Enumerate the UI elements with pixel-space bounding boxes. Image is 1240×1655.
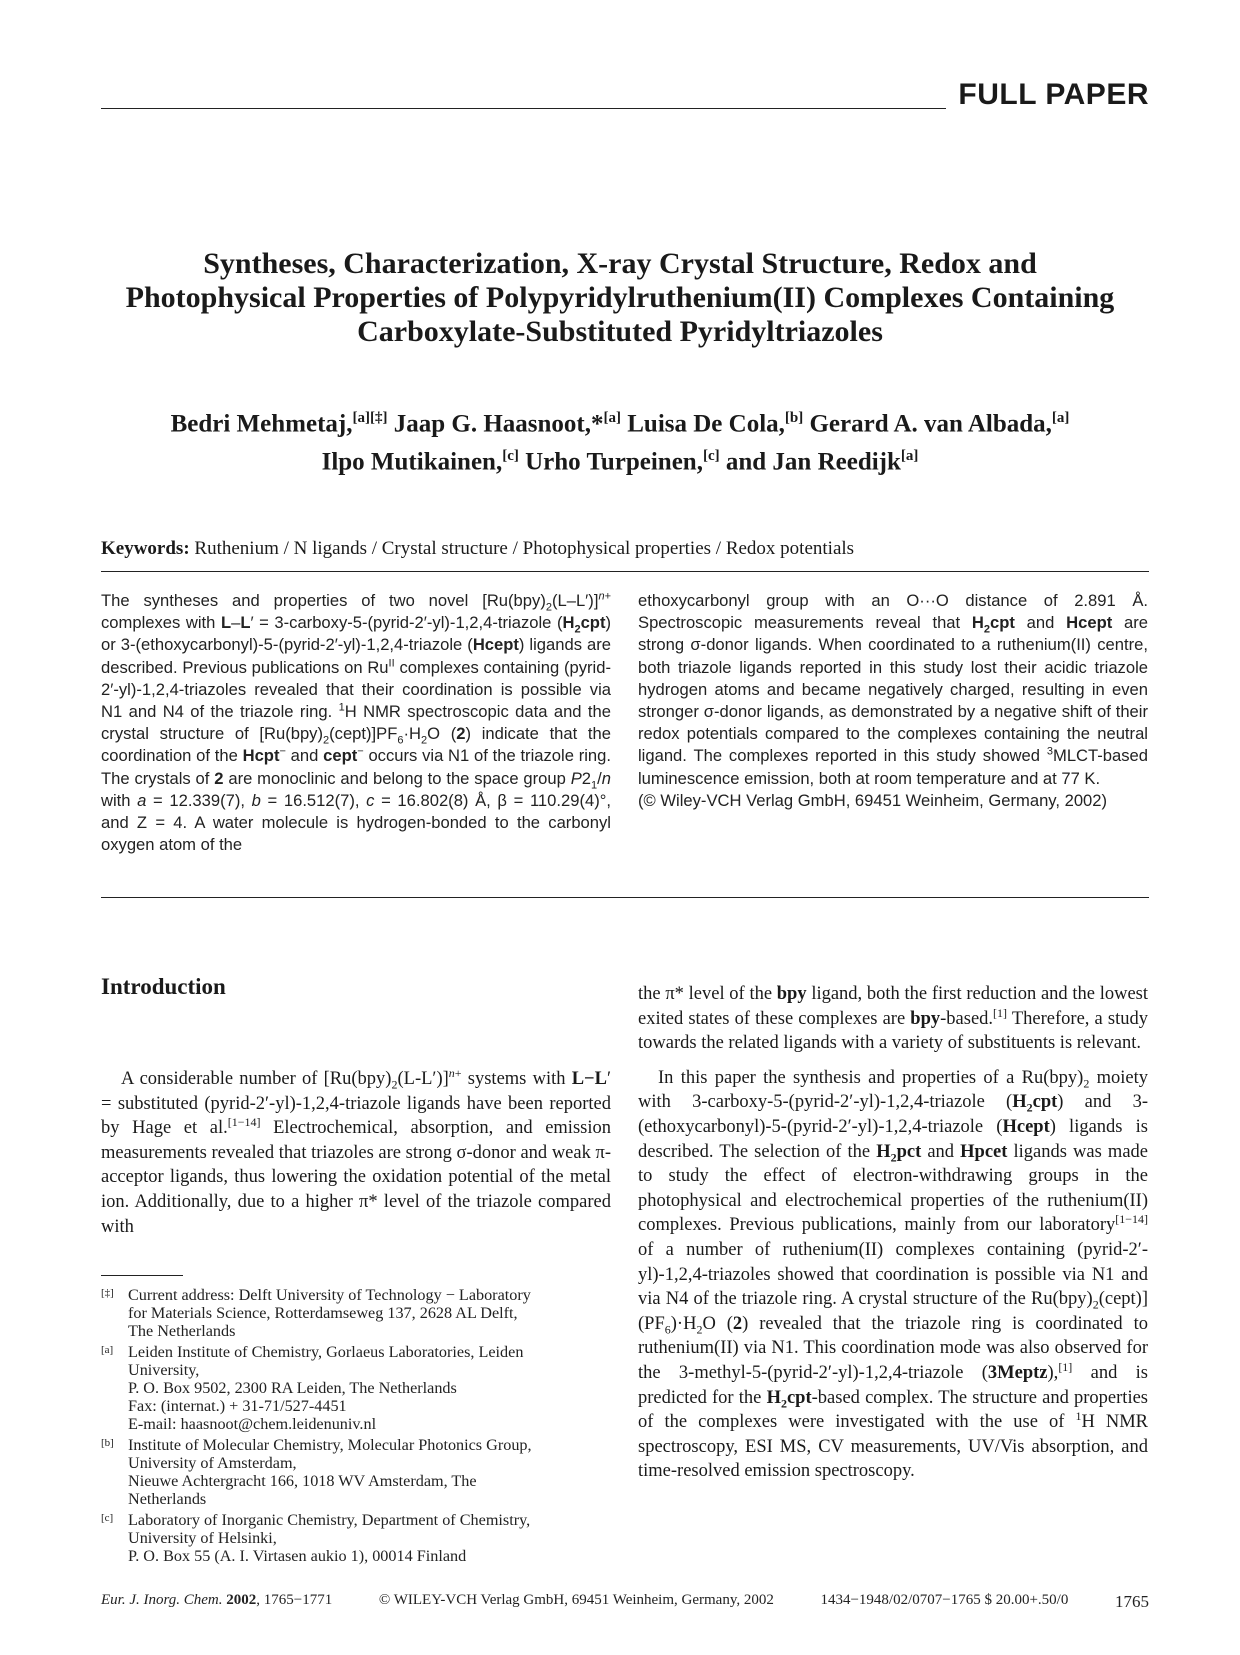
author-name: Bedri Mehmetaj, (170, 410, 353, 438)
author-affiliation: [a] (900, 448, 919, 465)
body-left-column (101, 1067, 611, 1239)
header-rule (101, 108, 946, 109)
journal-name: Eur. J. Inorg. Chem. (101, 1592, 223, 1608)
abstract-left-column (101, 590, 611, 856)
author-name: Urho Turpeinen, (518, 448, 703, 476)
title-line: Carboxylate-Substituted Pyridyltriazoles (357, 315, 883, 348)
author-affiliation: [a] (1051, 410, 1070, 426)
footnote-line: Institute of Molecular Chemistry, Molecular Photonics Group, (128, 1436, 532, 1454)
author-name: Ilpo Mutikainen, (321, 448, 503, 476)
author-name: Luisa De Cola, (620, 410, 785, 438)
paper-title (100, 247, 1140, 349)
footnote-line: Leiden Institute of Chemistry, Gorlaeus Laboratories, Leiden (128, 1343, 524, 1361)
body-paragraph: A considerable number of $[Ru(bpy)_2(L-L')]^{n+}$ systems with L−L′ = substituted (pyrid-2′-yl)-1,2,4-triazole ligands have been reported by Hage et al.[1−14] Electrochemical, absorption, and emission measurements revealed that triazoles are strong σ-donor and weak π-acceptor ligands, thus lowering the oxidation potential of the metal ion. Additionally, due to a higher π* level of the triazole compared with (101, 1065, 611, 1237)
footnote-line: Laboratory of Inorganic Chemistry, Department of Chemistry, (128, 1511, 531, 1529)
abstract-text: The syntheses and properties of two novel $[Ru(bpy)_2(L-L')]^{n+}$ complexes with L–L′ = 3-carboxy-5-(pyrid-2′-yl)-1,2,4-triazole $(H_2cpt)$ or 3-(ethoxycarbonyl)-5-(pyrid-2′-yl)-1,2,4-triazole (Hcept) ligands are described. Previous publications on $Ru^{II}$ complexes containing (pyrid-2′-yl)-1,2,4-triazoles revealed that their coordination is possible via N1 and N4 of the triazole ring. $^1$H NMR spectroscopic data and the crystal structure of $[Ru(bpy)_2(cept)]PF_6\cdot H_2O$ (2) indicate that the coordination of the Hcpt− and cept− occurs via N1 of the triazole ring. The crystals of 2 are monoclinic and belong to the space group $P2_1/n$ with a = 12.339(7), b = 16.512(7), c = 16.802(8) Å, β = 110.29(4)°, and Z = 4. A water molecule is hydrogen-bonded to the carbonyl oxygen atom of the (101, 590, 611, 855)
author-name: and Jan Reedijk (719, 448, 901, 476)
citation (101, 1592, 332, 1612)
footnote-mark: [‡] (101, 1287, 114, 1299)
author-affiliation: [a] (603, 410, 621, 426)
page-number: 1765 (1114, 1592, 1149, 1611)
keywords (101, 538, 1141, 560)
title-line: Syntheses, Characterization, X-ray Crystal Structure, Redox and (203, 247, 1037, 280)
footnote-rule (101, 1275, 183, 1276)
footnote-line: The Netherlands (128, 1322, 236, 1340)
copyright: © WILEY-VCH Verlag GmbH, 69451 Weinheim, Germany, 2002 (378, 1592, 774, 1608)
footnote-line: Fax: (internat.) + 31-71/527-4451 (128, 1397, 347, 1415)
body-right-column (638, 982, 1148, 1484)
footnote-mark: [a] (101, 1344, 114, 1356)
footnote-line: P. O. Box 9502, 2300 RA Leiden, The Netherlands (128, 1379, 457, 1397)
footnote-mark: [b] (101, 1437, 114, 1449)
section-label: FULL PAPER (958, 78, 1149, 111)
footnote-line: University, (128, 1361, 200, 1379)
footnote-line: Netherlands (128, 1490, 207, 1508)
footnote-line: University of Amsterdam, (128, 1454, 297, 1472)
keywords-text: Ruthenium / N ligands / Crystal structure / Photophysical properties / Redox potentials (194, 538, 855, 559)
author-name: Jaap G. Haasnoot,* (387, 410, 604, 438)
footnotes (101, 1286, 611, 1568)
abstract-rule-bottom (101, 897, 1149, 898)
journal-pages: , 1765−1771 (256, 1592, 333, 1608)
footnote-line: P. O. Box 55 (A. I. Virtasen aukio 1), 00014 Finland (128, 1547, 467, 1565)
abstract-rule-top (101, 571, 1149, 572)
footnote-line: for Materials Science, Rotterdamseweg 137, 2628 AL Delft, (128, 1304, 518, 1322)
footnote (101, 1511, 611, 1565)
footnote-mark: [c] (101, 1512, 114, 1524)
keywords-label: Keywords: (101, 538, 190, 559)
page-footer (101, 1592, 1149, 1612)
issn: 1434−1948/02/0707−1765 $ 20.00+.50/0 (820, 1592, 1069, 1608)
author-line (100, 440, 1140, 478)
footnote (101, 1286, 611, 1340)
author-name: Gerard A. van Albada, (803, 410, 1052, 438)
author-list (100, 402, 1140, 479)
footnote-line: Nieuwe Achtergracht 166, 1018 WV Amsterdam, The (128, 1472, 477, 1490)
author-affiliation: [c] (702, 448, 720, 465)
section-heading-introduction: Introduction (101, 974, 226, 999)
abstract-text: ethoxycarbonyl group with an O···O distance of 2.891 Å. Spectroscopic measurements reveal that $H_2cpt$ and Hcept are strong σ-donor ligands. When coordinated to a ruthenium(II) centre, both triazole ligands reported in this study lost their acidic triazole hydrogen atoms and became negatively charged, resulting in even stronger σ-donor ligands, as demonstrated by a negative shift of their redox potentials compared to the complexes containing the neutral ligand. The complexes reported in this study showed $^3$MLCT-based luminescence emission, both at room temperature and at 77 K. (638, 591, 1148, 788)
author-affiliation: [a][‡] (352, 410, 388, 426)
abstract-right-column (638, 590, 1148, 812)
journal-year: 2002 (226, 1592, 257, 1608)
author-affiliation: [c] (502, 448, 519, 465)
footnote (101, 1436, 611, 1508)
title-line: Photophysical Properties of Polypyridylruthenium(II) Complexes Containing (125, 281, 1115, 314)
footnote-line: Current address: Delft University of Technology − Laboratory (128, 1286, 531, 1304)
footnote (101, 1343, 611, 1433)
footnote-line: University of Helsinki, (128, 1529, 277, 1547)
body-paragraph: the π* level of the bpy ligand, both the first reduction and the lowest exited states of these complexes are bpy-based.[1] Therefore, a study towards the related ligands with a variety of substituents is relevant. (638, 984, 1148, 1054)
author-line (100, 402, 1140, 440)
body-paragraph: In this paper the synthesis and properties of a $Ru(bpy)_2$ moiety with 3-carboxy-5-(pyrid-2′-yl)-1,2,4-triazole $(H_2cpt)$ and 3-(ethoxycarbonyl)-5-(pyrid-2′-yl)-1,2,4-triazole (Hcept) ligands is described. The selection of the $H_2pct$ and Hpcet ligands was made to study the effect of electron-withdrawing groups in the photophysical and electrochemical properties of the ruthenium(II) complexes. Previous publications, mainly from our laboratory[1−14] of a number of ruthenium(II) complexes containing (pyrid-2′-yl)-1,2,4-triazoles showed that coordination is possible via N1 and via N4 of the triazole ring. A crystal structure of the $Ru(bpy)_2(cept)](PF_6)\cdot H_2O$ (2) revealed that the triazole ring is coordinated to ruthenium(II) via N1. This coordination mode was also observed for the 3-methyl-5-(pyrid-2′-yl)-1,2,4-triazole (3Meptz),[1] and is predicted for the $H_2cpt$-based complex. The structure and properties of the complexes were investigated with the use of $^1$H NMR spectroscopy, ESI MS, CV measurements, UV/Vis absorption, and time-resolved emission spectroscopy. (638, 1067, 1148, 1482)
author-affiliation: [b] (784, 410, 804, 426)
footnote-email[interactable]: E-mail: haasnoot@chem.leidenuniv.nl (128, 1415, 377, 1433)
abstract-copyright: (© Wiley-VCH Verlag GmbH, 69451 Weinheim, Germany, 2002) (638, 790, 1108, 810)
